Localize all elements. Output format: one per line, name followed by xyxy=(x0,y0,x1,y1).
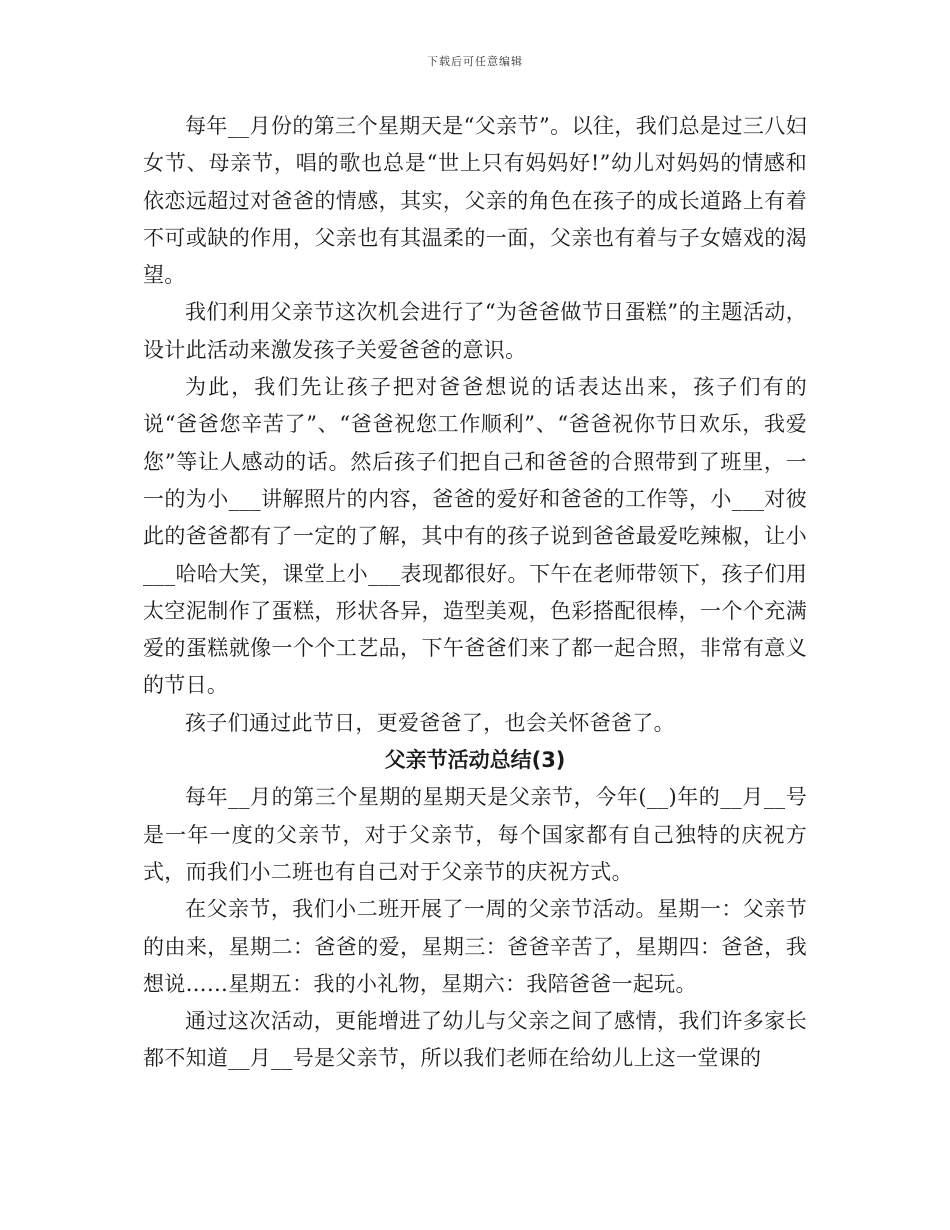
paragraph: 我们利用父亲节这次机会进行了“为爸爸做节日蛋糕”的主题活动，设计此活动来激发孩子关爱爸爸的意识。 xyxy=(143,300,807,362)
document-body xyxy=(143,108,807,1078)
paragraph: 在父亲节，我们小二班开展了一周的父亲节活动。星期一：父亲节的由来，星期二：爸爸的爱，星期三：爸爸辛苦了，星期四：爸爸，我想说……星期五：我的小礼物，星期六：我陪爸爸一起玩。 xyxy=(143,897,807,996)
paragraph: 为此，我们先让孩子把对爸爸想说的话表达出来，孩子们有的说“爸爸您辛苦了”、“爸爸祝您工作顺利”、“爸爸祝你节日欢乐，我爱您”等让人感动的话。然后孩子们把自己和爸爸的合照带到了班里，一一的为小___讲解照片的内容，爸爸的爱好和爸爸的工作等，小___对彼此的爸爸都有了一定的了解，其中有的孩子说到爸爸最爱吃辣椒，让小___哈哈大笑，课堂上小___表现都很好。下午在老师带领下，孩子们用太空泥制作了蛋糕，形状各异，造型美观，色彩搭配很棒，一个个充满爱的蛋糕就像一个个工艺品，下午爸爸们来了都一起合照，非常有意义的节日。 xyxy=(143,375,807,698)
paragraph: 通过这次活动，更能增进了幼儿与父亲之间了感情，我们许多家长都不知道__月__号是父亲节，所以我们老师在给幼儿上这一堂课的 xyxy=(143,1009,807,1071)
paragraph: 孩子们通过此节日，更爱爸爸了，也会关怀爸爸了。 xyxy=(185,710,675,735)
section-title: 父亲节活动总结(3) xyxy=(384,748,566,773)
paragraph: 每年__月的第三个星期的星期天是父亲节，今年(__)年的__月__号是一年一度的父亲节，对于父亲节，每个国家都有自己独特的庆祝方式，而我们小二班也有自己对于父亲节的庆祝方式。 xyxy=(143,785,807,884)
paragraph: 每年__月份的第三个星期天是“父亲节”。以往，我们总是过三八妇女节、母亲节，唱的歌也总是“世上只有妈妈好!”幼儿对妈妈的情感和依恋远超过对爸爸的情感，其实，父亲的角色在孩子的成长道路上有着不可或缺的作用，父亲也有其温柔的一面，父亲也有着与子女嬉戏的渴望。 xyxy=(143,114,807,288)
page-header-note: 下载后可任意编辑 xyxy=(427,55,523,68)
